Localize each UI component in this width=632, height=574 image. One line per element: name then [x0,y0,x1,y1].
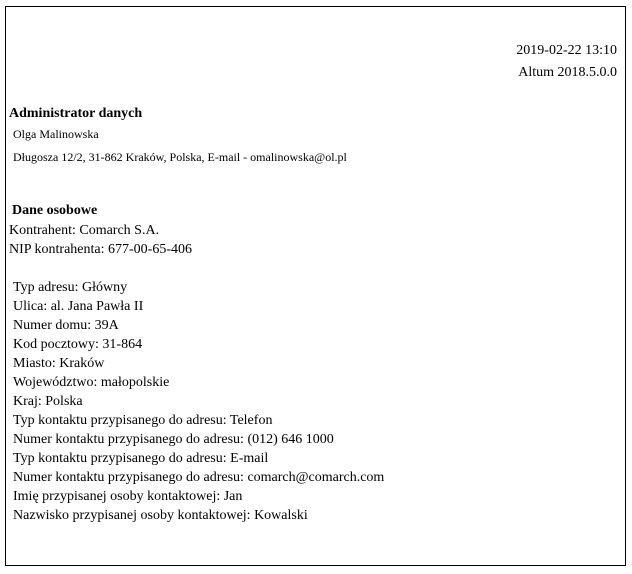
contact-type-phone: Typ kontaktu przypisanego do adresu: Telefon [13,413,273,428]
house-number: Numer domu: 39A [13,318,119,333]
administrator-name: Olga Malinowska [13,127,99,141]
contact-number-phone: Numer kontaktu przypisanego do adresu: (012) 646 1000 [13,432,334,447]
app-version: Altum 2018.5.0.0 [518,65,617,80]
generation-datetime: 2019-02-22 13:10 [516,43,617,58]
document-page [5,6,626,566]
document-meta [417,7,617,87]
street: Ulica: al. Jana Pawła II [13,299,144,314]
contact-type-email: Typ kontaktu przypisanego do adresu: E-mail [13,451,269,466]
country: Kraj: Polska [13,394,83,409]
address-type: Typ adresu: Główny [13,280,128,295]
contact-first-name: Imię przypisanej osoby kontaktowej: Jan [13,489,243,504]
administrator-address: Długosza 12/2, 31-862 Kraków, Polska, E-mail - omalinowska@ol.pl [13,150,347,164]
voivodeship: Województwo: małopolskie [13,375,170,390]
city: Miasto: Kraków [13,356,105,371]
address-details [13,278,384,525]
personal-data-heading: Dane osobowe [12,203,98,218]
contact-number-email: Numer kontaktu przypisanego do adresu: comarch@comarch.com [13,470,385,485]
nip-line: NIP kontrahenta: 677-00-65-406 [9,242,192,257]
contractor-line: Kontrahent: Comarch S.A. [9,223,160,238]
contact-last-name: Nazwisko przypisanej osoby kontaktowej: Kowalski [13,508,308,523]
administrator-heading: Administrator danych [9,106,143,121]
postal-code: Kod pocztowy: 31-864 [13,337,143,352]
